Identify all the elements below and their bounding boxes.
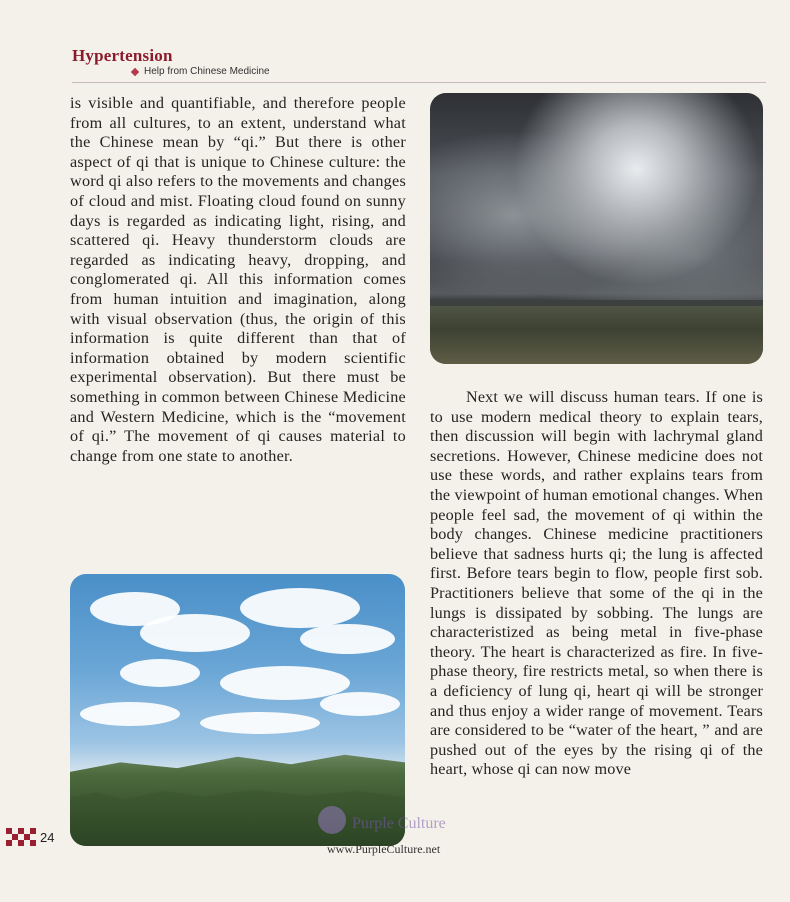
storm-clouds-photo	[430, 93, 763, 364]
floating-clouds-photo	[70, 574, 405, 846]
cloud	[320, 692, 400, 716]
header-divider	[72, 82, 766, 83]
page-number: 24	[40, 830, 55, 845]
book-title: Hypertension	[72, 46, 173, 65]
watermark-url: www.PurpleCulture.net	[327, 842, 441, 856]
diamond-bullet-icon	[131, 68, 139, 76]
watermark-brand: Purple Culture	[352, 815, 446, 832]
right-text-column	[430, 388, 763, 780]
cloud	[300, 624, 395, 654]
left-paragraph: is visible and quantifiable, and therefore people from all cultures, to an extent, understand what the Chinese mean by “qi.” But there is other aspect of qi that is unique to Chinese culture: the word qi also refers to the movements and changes of cloud and mist. Floating cloud found on sunny days is regarded as indicating light, rising, and scattered qi. Heavy thunderstorm clouds are regarded as indicating heavy, dropping, and conglomerated qi. All this information comes from human intuition and imagination, along with visual observation (thus, the origin of this information is quite different than that of information obtained by modern scientific experimental observation). But there must be something in common between Chinese Medicine and Western Medicine, which is the “movement of qi.” The movement of qi causes material to change from one state to another.	[70, 94, 406, 465]
cloud	[120, 659, 200, 687]
right-paragraph: Next we will discuss human tears. If one is to use modern medical theory to explain tears, then discussion will begin with lachrymal gland secretions. However, Chinese medicine does not use these words, and rather explains tears from the viewpoint of human emotional changes. When people feel sad, the movement of qi within the body changes. Chinese medicine practitioners believe that sadness hurts qi; the lung is affected first. Before tears begin to flow, people first sob. Practitioners believe that some of the qi in the lungs is dissipated by sobbing. The lungs are characteristized as being metal in five-phase theory. The heart is characterized as fire. In five-phase theory, fire restricts metal, so when there is a deficiency of lung qi, heart qi will be stronger and thus enjoy a wider range of movement. Tears are considered to be “water of the heart, ” and are pushed out of the eyes by the rising qi of the heart, whose qi can now move	[430, 388, 763, 779]
cloud	[140, 614, 250, 652]
watermark-logo-icon	[318, 806, 346, 834]
cloud	[200, 712, 320, 734]
left-text-column	[70, 94, 406, 466]
book-subtitle: Help from Chinese Medicine	[144, 66, 270, 77]
storm-grassland	[430, 306, 763, 364]
checker-pattern-icon	[6, 828, 36, 846]
cloud	[240, 588, 360, 628]
cloud	[80, 702, 180, 726]
page-header	[72, 46, 766, 86]
